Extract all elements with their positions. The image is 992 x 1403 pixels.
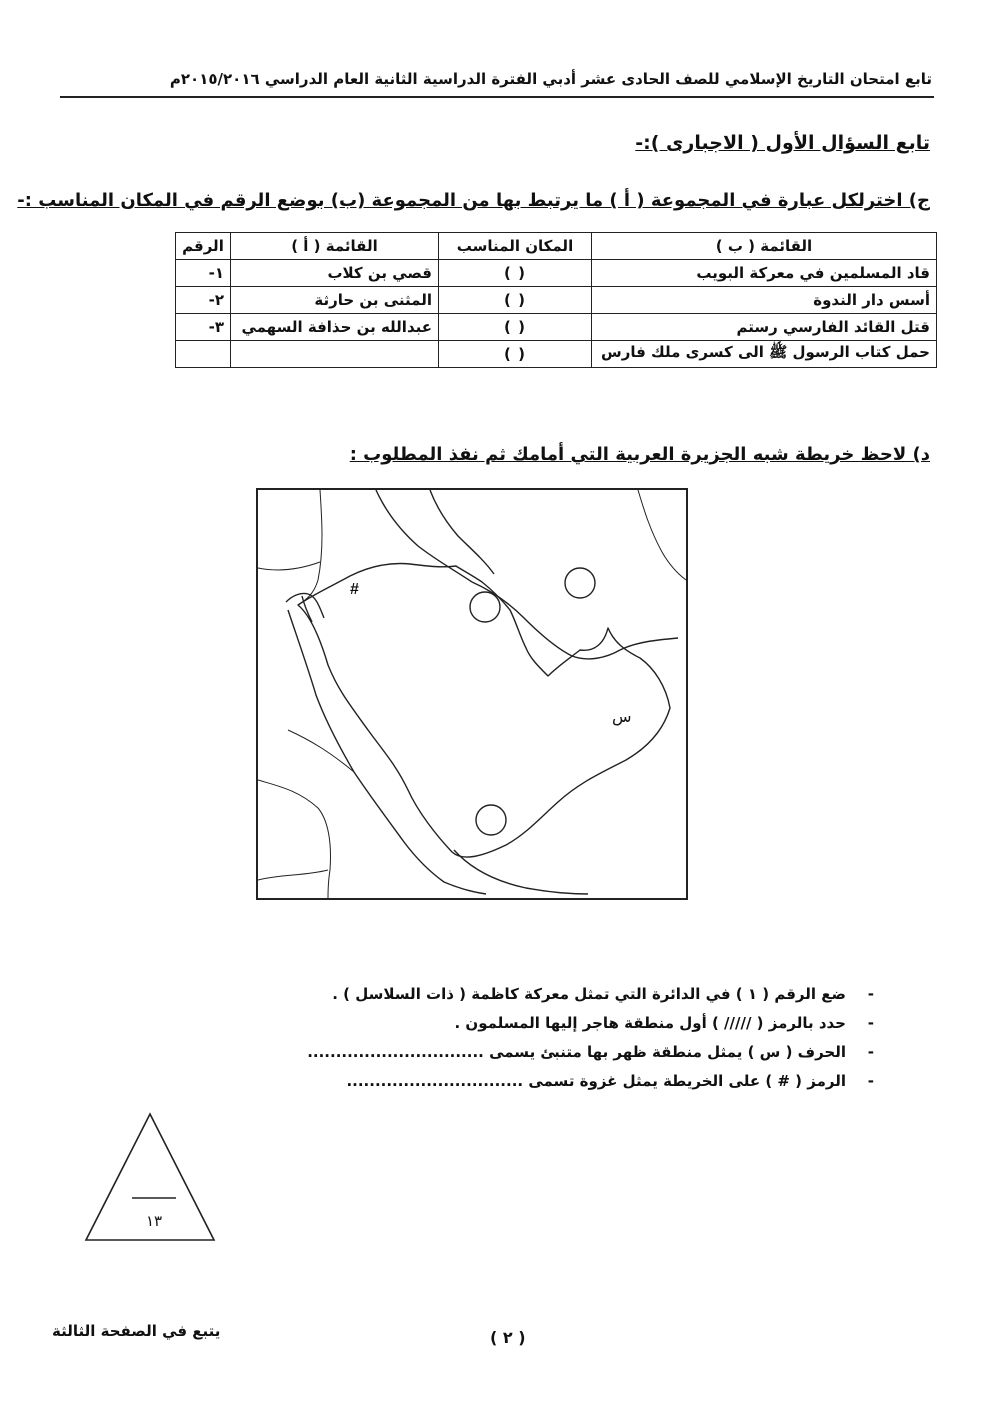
exam-header: تابع امتحان التاريخ الإسلامي للصف الحادى عشر أدبي الفترة الدراسية الثانية العام الدراسي ٢٠١٥/٢٠١٦م (169, 70, 932, 88)
map-symbol-hash: # (350, 581, 359, 598)
africa-coastline (288, 610, 486, 894)
bullet: - (867, 1043, 874, 1061)
list-a-item: المثنى بن حارثة (231, 287, 439, 314)
header-list-a: القائمة ( أ ) (231, 233, 439, 260)
list-item (307, 980, 874, 1009)
table-row (176, 314, 937, 341)
list-a-item: قصي بن كلاب (231, 260, 439, 287)
border-line (258, 562, 320, 570)
bullet: - (867, 985, 874, 1003)
matching-table (175, 232, 937, 368)
border-line (258, 780, 331, 898)
row-number: ٣- (176, 314, 231, 341)
list-item (307, 1038, 874, 1067)
answer-slot[interactable]: ( ) (439, 287, 592, 314)
map-letter-s: س (612, 707, 632, 726)
map-circle (565, 568, 595, 598)
answer-slot[interactable]: ( ) (439, 260, 592, 287)
table-row (176, 260, 937, 287)
task-text: ضع الرقم ( ١ ) في الدائرة التي تمثل معركة كاظمة ( ذات السلاسل ) . (332, 985, 846, 1003)
list-b-item: حمل كتاب الرسول ﷺ الى كسرى ملك فارس (592, 341, 937, 368)
header-divider (60, 96, 934, 98)
table-row (176, 341, 937, 368)
part-d-instruction: د) لاحظ خريطة شبه الجزيرة العربية التي أمامك ثم نفذ المطلوب : (349, 444, 930, 465)
border-line (298, 490, 322, 605)
list-a-item: عبدالله بن حذافة السهمي (231, 314, 439, 341)
bullet: - (867, 1014, 874, 1032)
score-triangle (84, 1112, 216, 1242)
matching-table-header-row (176, 233, 937, 260)
iran-coastline (472, 582, 678, 659)
arabian-peninsula-map (256, 488, 688, 900)
answer-slot[interactable]: ( ) (439, 341, 592, 368)
border-line (288, 730, 354, 772)
header-list-b: القائمة ( ب ) (592, 233, 937, 260)
answer-slot[interactable]: ( ) (439, 314, 592, 341)
question-title: تابع السؤال الأول ( الاجبارى ):- (635, 132, 930, 154)
list-b-item: قاد المسلمين في معركة البويب (592, 260, 937, 287)
continue-note: يتبع في الصفحة الثالثة (52, 1322, 221, 1340)
row-number: ١- (176, 260, 231, 287)
score-value: ١٣ (145, 1212, 163, 1230)
part-c-instruction: ج) اخترلكل عبارة في المجموعة ( أ ) ما يرتبط بها من المجموعة (ب) بوضع الرقم في المكان المناسب :- (17, 190, 930, 211)
task-text: الحرف ( س ) يمثل منطقة ظهر بها متنبئ يسمى ............................... (307, 1043, 846, 1061)
table-row (176, 287, 937, 314)
border-line (638, 490, 686, 580)
list-item (307, 1067, 874, 1096)
map-circle (470, 592, 500, 622)
row-number (176, 341, 231, 368)
border-line (258, 870, 328, 880)
map-tasks-list (307, 980, 874, 1096)
task-text: الرمز ( # ) على الخريطة يمثل غزوة تسمى ............................... (346, 1072, 846, 1090)
list-b-item: أسس دار الندوة (592, 287, 937, 314)
header-num: الرقم (176, 233, 231, 260)
list-b-item: قتل القائد الفارسي رستم (592, 314, 937, 341)
header-place: المكان المناسب (439, 233, 592, 260)
row-number: ٢- (176, 287, 231, 314)
map-circle (476, 805, 506, 835)
list-item (307, 1009, 874, 1038)
page-number: ( ٢ ) (490, 1328, 526, 1347)
list-a-item (231, 341, 439, 368)
bullet: - (867, 1072, 874, 1090)
task-text: حدد بالرمز ( ///// ) أول منطقة هاجر إليها المسلمون . (454, 1014, 846, 1032)
